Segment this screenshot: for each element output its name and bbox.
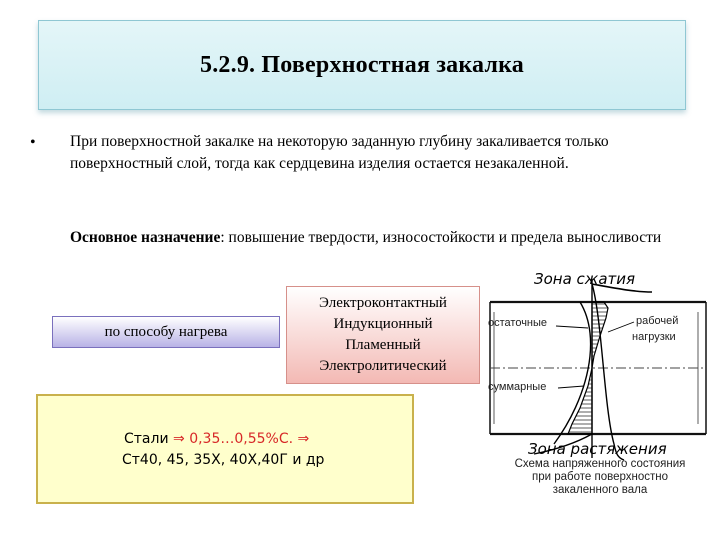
caption-line-2: при работе поверхностно bbox=[531, 471, 669, 483]
caption-line-1: Схема напряженного состояния bbox=[514, 458, 686, 470]
purpose-text: : повышение твердости, износостойкости и предела выносливости bbox=[220, 229, 662, 246]
purpose-paragraph bbox=[70, 227, 670, 249]
page-title: 5.2.9. Поверхностная закалка bbox=[200, 51, 524, 78]
working-load-label-2: нагрузки bbox=[632, 331, 676, 343]
carbon-range: 0,35…0,55%С. bbox=[184, 431, 298, 447]
bullet-marker: • bbox=[30, 134, 36, 151]
steel-line-1 bbox=[124, 429, 309, 450]
heating-method-label: по способу нагрева bbox=[104, 323, 228, 340]
working-load-label-1: рабочей bbox=[636, 315, 679, 327]
heating-type-electrolytic: Электролитический bbox=[319, 358, 447, 374]
steel-grades: Ст40, 45, 35Х, 40Х,40Г и др bbox=[122, 452, 325, 468]
heating-type-induction: Индукционный bbox=[333, 316, 433, 332]
arrow-icon: ⇒ bbox=[173, 431, 185, 447]
stress-diagram bbox=[484, 258, 710, 504]
total-label: суммарные bbox=[488, 381, 547, 393]
zone-tension-label: Зона растяжения bbox=[528, 440, 667, 458]
definition-paragraph: При поверхностной закалке на некоторую заданную глубину закаливается только поверхностный слой, тогда как сердцевина изделия остается незакаленной. bbox=[70, 133, 609, 172]
heating-method-box bbox=[52, 316, 280, 348]
heating-types-box bbox=[286, 286, 480, 384]
residual-label: остаточные bbox=[488, 317, 548, 329]
steel-prefix: Стали bbox=[124, 431, 174, 447]
heating-type-electrocontact: Электроконтактный bbox=[319, 295, 447, 311]
arrow-icon: ⇒ bbox=[297, 431, 310, 447]
zone-compression-label: Зона сжатия bbox=[534, 270, 636, 288]
steel-box bbox=[36, 394, 414, 504]
caption-line-3: закаленного вала bbox=[552, 484, 648, 496]
heating-type-flame: Пламенный bbox=[345, 337, 421, 353]
purpose-lead: Основное назначение bbox=[70, 229, 221, 246]
title-box bbox=[38, 20, 686, 110]
